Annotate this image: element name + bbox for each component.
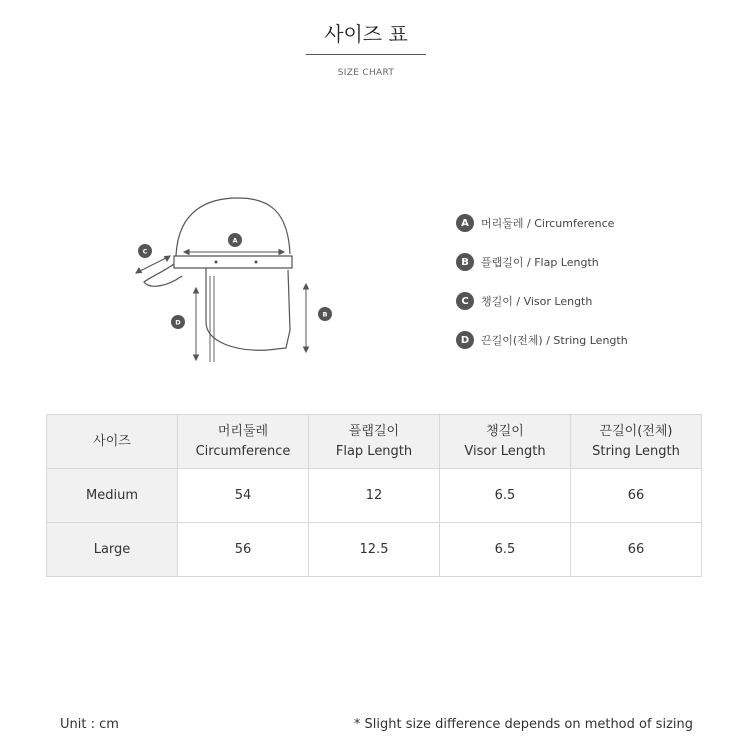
hat-visor	[144, 264, 182, 286]
title-underline	[306, 54, 426, 55]
legend-item-b	[456, 249, 628, 275]
cell-medium-string-length: 66	[571, 469, 702, 523]
table-header-row	[47, 415, 702, 469]
cell-medium-flap-length: 12	[309, 469, 440, 523]
marker-c-label: C	[142, 247, 148, 256]
cell-large-circumference: 56	[178, 523, 309, 577]
header-flap-length	[309, 415, 440, 469]
header-string-length-ko: 끈길이(전체)	[599, 423, 673, 439]
table-row-large	[47, 523, 702, 577]
hat-band	[174, 256, 292, 268]
row-label-large: Large	[47, 523, 178, 577]
legend-item-c	[456, 288, 628, 314]
header-string-length	[571, 415, 702, 469]
header-visor-length-en: Visor Length	[464, 443, 546, 459]
header-visor-length-ko: 챙길이	[486, 423, 524, 439]
marker-a-label: A	[232, 236, 238, 245]
cell-large-flap-length: 12.5	[309, 523, 440, 577]
size-table	[46, 414, 702, 577]
arrow-d	[194, 288, 199, 360]
legend-item-a	[456, 210, 628, 236]
marker-d-label: D	[175, 318, 181, 327]
header-circumference	[178, 415, 309, 469]
legend-label-b: 플랩길이 / Flap Length	[481, 256, 599, 269]
hat-flap	[206, 268, 290, 350]
marker-b-label: B	[322, 310, 328, 319]
table-row-medium	[47, 469, 702, 523]
cell-medium-visor-length: 6.5	[440, 469, 571, 523]
legend-label-c: 챙길이 / Visor Length	[481, 295, 593, 308]
badge-c: C	[456, 292, 474, 310]
badge-d: D	[456, 331, 474, 349]
cell-large-visor-length: 6.5	[440, 523, 571, 577]
arrow-b	[304, 284, 309, 352]
badge-a: A	[456, 214, 474, 232]
badge-b: B	[456, 253, 474, 271]
page-title: 사이즈 표	[324, 22, 408, 46]
header-string-length-en: String Length	[592, 443, 680, 459]
cell-large-string-length: 66	[571, 523, 702, 577]
legend-label-a: 머리둘레 / Circumference	[481, 217, 615, 230]
hat-crown	[176, 198, 290, 256]
legend-label-d: 끈길이(전체) / String Length	[481, 334, 628, 347]
legend-item-d	[456, 327, 628, 353]
header-visor-length	[440, 415, 571, 469]
unit-note: Unit : cm	[60, 717, 119, 732]
sizing-disclaimer: * Slight size difference depends on method of sizing	[353, 717, 693, 732]
row-label-medium: Medium	[47, 469, 178, 523]
header-size: 사이즈	[47, 415, 178, 469]
header-circumference-ko: 머리둘레	[217, 423, 269, 439]
page-subtitle: SIZE CHART	[337, 68, 395, 78]
hat-diagram	[118, 180, 358, 380]
header-flap-length-ko: 플랩길이	[348, 423, 400, 439]
header-circumference-en: Circumference	[195, 443, 291, 459]
arrow-a	[184, 250, 284, 255]
cell-medium-circumference: 54	[178, 469, 309, 523]
measurement-legend	[456, 210, 628, 366]
header-flap-length-en: Flap Length	[335, 443, 413, 459]
